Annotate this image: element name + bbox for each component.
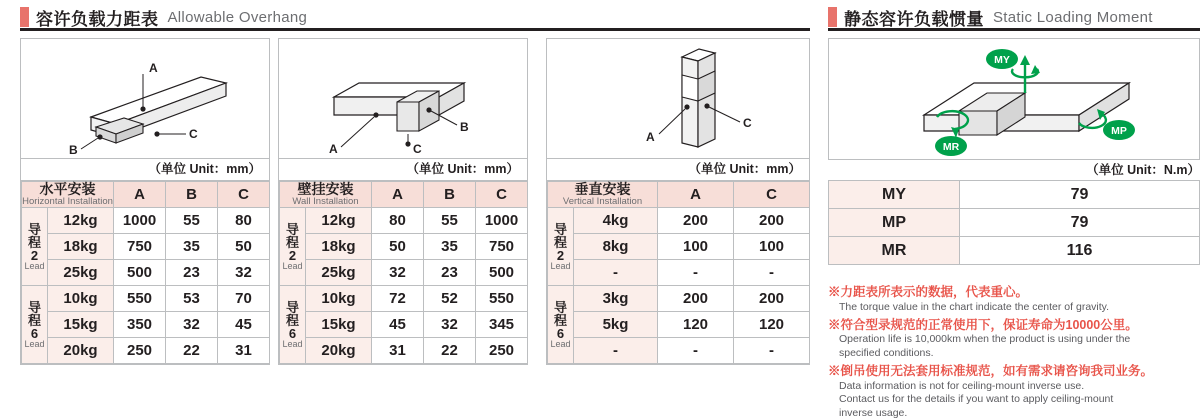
value-a: 50: [372, 234, 424, 260]
lead-group-2: 导 程 2 Lead: [548, 208, 574, 286]
value-c: 250: [476, 338, 528, 364]
figure-label-mr: MR: [942, 141, 960, 153]
value-c: 500: [476, 260, 528, 286]
figure-label-a: A: [646, 130, 655, 144]
value-a: 200: [658, 286, 734, 312]
moment-value-mr: 116: [960, 237, 1200, 265]
header-install: [22, 182, 114, 208]
load-value: 25kg: [306, 260, 372, 286]
moment-value-mp: 79: [960, 209, 1200, 237]
value-a: 45: [372, 312, 424, 338]
load-value: 12kg: [306, 208, 372, 234]
value-b: 32: [424, 312, 476, 338]
header-install-en: Wall Installation: [292, 195, 359, 207]
value-b: 23: [166, 260, 218, 286]
value-b: 55: [166, 208, 218, 234]
note-3-en-line-1: Data information is not for ceiling-mount inverse use.: [839, 379, 1085, 392]
value-b: 22: [424, 338, 476, 364]
load-value: 5kg: [574, 312, 658, 338]
panel-moment-table: [828, 180, 1200, 265]
figure-label-c: C: [413, 142, 422, 156]
panel-horizontal-installation: [20, 38, 270, 365]
column-header-c: C: [734, 182, 810, 208]
load-value: 3kg: [574, 286, 658, 312]
figure-label-mp: MP: [1111, 125, 1127, 137]
table-row: [22, 286, 270, 312]
header-install-en: Vertical Installation: [562, 195, 643, 207]
column-header-a: A: [658, 182, 734, 208]
table-row: [280, 260, 528, 286]
figure-label-a: A: [329, 142, 338, 156]
value-c: -: [734, 260, 810, 286]
note-3-en-line-3: inverse usage.: [839, 406, 908, 419]
note-2-cn: ※符合型录规范的正常使用下，保证寿命为10000公里。: [828, 317, 1138, 332]
note-2-en-line-1: Operation life is 10,000km when the product is using under the: [839, 333, 1131, 346]
value-b: 32: [166, 312, 218, 338]
figure-horizontal-drawing: [21, 39, 269, 157]
value-a: 80: [372, 208, 424, 234]
section-title-en-right: Static Loading Moment: [993, 8, 1153, 26]
lead-group-6: 导 程 6 Lead: [548, 286, 574, 364]
table-row: [280, 208, 528, 234]
section-header-static-loading-moment: [828, 6, 1153, 28]
value-b: 35: [166, 234, 218, 260]
figure-label-c: C: [189, 127, 198, 141]
note-3-en-line-2: Contact us for the details if you want to apply ceiling-mount: [839, 393, 1114, 406]
section-title-cn-right: 静态容许负载惯量: [844, 9, 984, 29]
table-vertical-installation: [547, 181, 810, 364]
load-value: -: [574, 338, 658, 364]
column-header-a: A: [372, 182, 424, 208]
panel-wall-installation: [278, 38, 528, 365]
value-a: 550: [114, 286, 166, 312]
table-row: [22, 234, 270, 260]
figure-horizontal: [21, 39, 269, 159]
figure-wall-drawing: [279, 39, 527, 157]
unit-label-mm-2: （单位 Unit：mm）: [279, 159, 527, 181]
value-b: 52: [424, 286, 476, 312]
column-header-b: B: [166, 182, 218, 208]
panel-moment-figure: [828, 38, 1200, 160]
load-value: 18kg: [306, 234, 372, 260]
load-value: 15kg: [306, 312, 372, 338]
value-c: 200: [734, 208, 810, 234]
lead-group-6: 导 程 6 Lead: [280, 286, 306, 364]
section-rule-right: [828, 28, 1200, 31]
value-a: 32: [372, 260, 424, 286]
notes-block: [828, 282, 1200, 420]
moment-label-my: MY: [829, 181, 960, 209]
table-header-row: [280, 182, 528, 208]
value-b: 22: [166, 338, 218, 364]
figure-moment-drawing: [829, 39, 1199, 159]
figure-label-b: B: [69, 143, 78, 157]
lead-group-6: 导 程 6 Lead: [22, 286, 48, 364]
value-a: -: [658, 338, 734, 364]
table-row: [280, 338, 528, 364]
table-header-row: [22, 182, 270, 208]
column-header-a: A: [114, 182, 166, 208]
figure-moment: [829, 39, 1199, 159]
column-header-c: C: [218, 182, 270, 208]
value-c: 50: [218, 234, 270, 260]
table-static-loading-moment: [828, 180, 1200, 265]
panel-vertical-installation: [546, 38, 810, 365]
load-value: 8kg: [574, 234, 658, 260]
value-a: 120: [658, 312, 734, 338]
table-row: [22, 208, 270, 234]
value-c: -: [734, 338, 810, 364]
load-value: 18kg: [48, 234, 114, 260]
figure-label-my: MY: [994, 54, 1010, 66]
header-install: [280, 182, 372, 208]
value-c: 31: [218, 338, 270, 364]
value-a: -: [658, 260, 734, 286]
figure-vertical-drawing: [547, 39, 809, 157]
header-install-cn: 垂直安装: [574, 181, 631, 198]
figure-label-a: A: [149, 61, 158, 75]
value-a: 750: [114, 234, 166, 260]
header-install-en: Horizontal Installation: [22, 195, 113, 207]
lead-group-2: 导 程 2 Lead: [280, 208, 306, 286]
value-a: 200: [658, 208, 734, 234]
value-a: 500: [114, 260, 166, 286]
table-row: [548, 338, 810, 364]
value-c: 550: [476, 286, 528, 312]
load-value: 20kg: [306, 338, 372, 364]
section-title-en: Allowable Overhang: [167, 8, 308, 26]
value-c: 750: [476, 234, 528, 260]
table-row: [829, 209, 1200, 237]
load-value: 4kg: [574, 208, 658, 234]
header-install-cn: 壁挂安装: [297, 181, 354, 198]
value-c: 80: [218, 208, 270, 234]
figure-vertical: [547, 39, 809, 159]
value-a: 250: [114, 338, 166, 364]
table-row: [548, 312, 810, 338]
value-a: 31: [372, 338, 424, 364]
value-c: 345: [476, 312, 528, 338]
figure-wall: [279, 39, 527, 159]
table-row: [548, 260, 810, 286]
note-3-cn: ※倒吊使用无法套用标准规范，如有需求请咨询我司业务。: [828, 363, 1154, 378]
load-value: 20kg: [48, 338, 114, 364]
table-row: [22, 312, 270, 338]
value-c: 120: [734, 312, 810, 338]
lead-group-2: 导 程 2 Lead: [22, 208, 48, 286]
load-value: 15kg: [48, 312, 114, 338]
accent-bar-icon: [20, 7, 29, 27]
value-b: 35: [424, 234, 476, 260]
value-a: 350: [114, 312, 166, 338]
value-b: 55: [424, 208, 476, 234]
value-a: 72: [372, 286, 424, 312]
table-row: [548, 234, 810, 260]
value-c: 70: [218, 286, 270, 312]
table-row: [280, 234, 528, 260]
value-c: 100: [734, 234, 810, 260]
column-header-b: B: [424, 182, 476, 208]
load-value: 10kg: [48, 286, 114, 312]
unit-label-nm: （单位 Unit：N.m）: [1086, 163, 1200, 177]
table-row: [548, 286, 810, 312]
table-header-row: [548, 182, 810, 208]
value-c: 200: [734, 286, 810, 312]
value-b: 23: [424, 260, 476, 286]
header-install: [548, 182, 658, 208]
figure-label-c: C: [743, 116, 752, 130]
note-1-en-line-1: The torque value in the chart indicate the center of gravity.: [839, 300, 1110, 313]
load-value: 25kg: [48, 260, 114, 286]
table-row: [280, 312, 528, 338]
note-2-en-line-2: specified conditions.: [839, 347, 934, 360]
figure-label-b: B: [460, 120, 469, 134]
value-a: 100: [658, 234, 734, 260]
load-value: 12kg: [48, 208, 114, 234]
section-header-allowable-overhang: [20, 6, 307, 28]
table-row: [829, 181, 1200, 209]
value-b: 53: [166, 286, 218, 312]
load-value: 10kg: [306, 286, 372, 312]
note-1-cn: ※力距表所表示的数据，代表重心。: [828, 285, 1029, 299]
table-row: [280, 286, 528, 312]
unit-label-mm-1: （单位 Unit：mm）: [21, 159, 269, 181]
table-horizontal-installation: [21, 181, 270, 364]
section-title-cn: 容许负载力距表: [36, 9, 159, 29]
table-row: [22, 260, 270, 286]
header-install-cn: 水平安装: [39, 181, 96, 198]
load-value: -: [574, 260, 658, 286]
unit-label-mm-3: （单位 Unit：mm）: [547, 159, 809, 181]
value-c: 45: [218, 312, 270, 338]
value-a: 1000: [114, 208, 166, 234]
value-c: 32: [218, 260, 270, 286]
table-row: [22, 338, 270, 364]
section-rule-left: [20, 28, 810, 31]
table-row: [829, 237, 1200, 265]
moment-label-mr: MR: [829, 237, 960, 265]
table-row: [548, 208, 810, 234]
moment-label-mp: MP: [829, 209, 960, 237]
moment-value-my: 79: [960, 181, 1200, 209]
table-wall-installation: [279, 181, 528, 364]
value-c: 1000: [476, 208, 528, 234]
column-header-c: C: [476, 182, 528, 208]
accent-bar-icon-right: [828, 7, 837, 27]
